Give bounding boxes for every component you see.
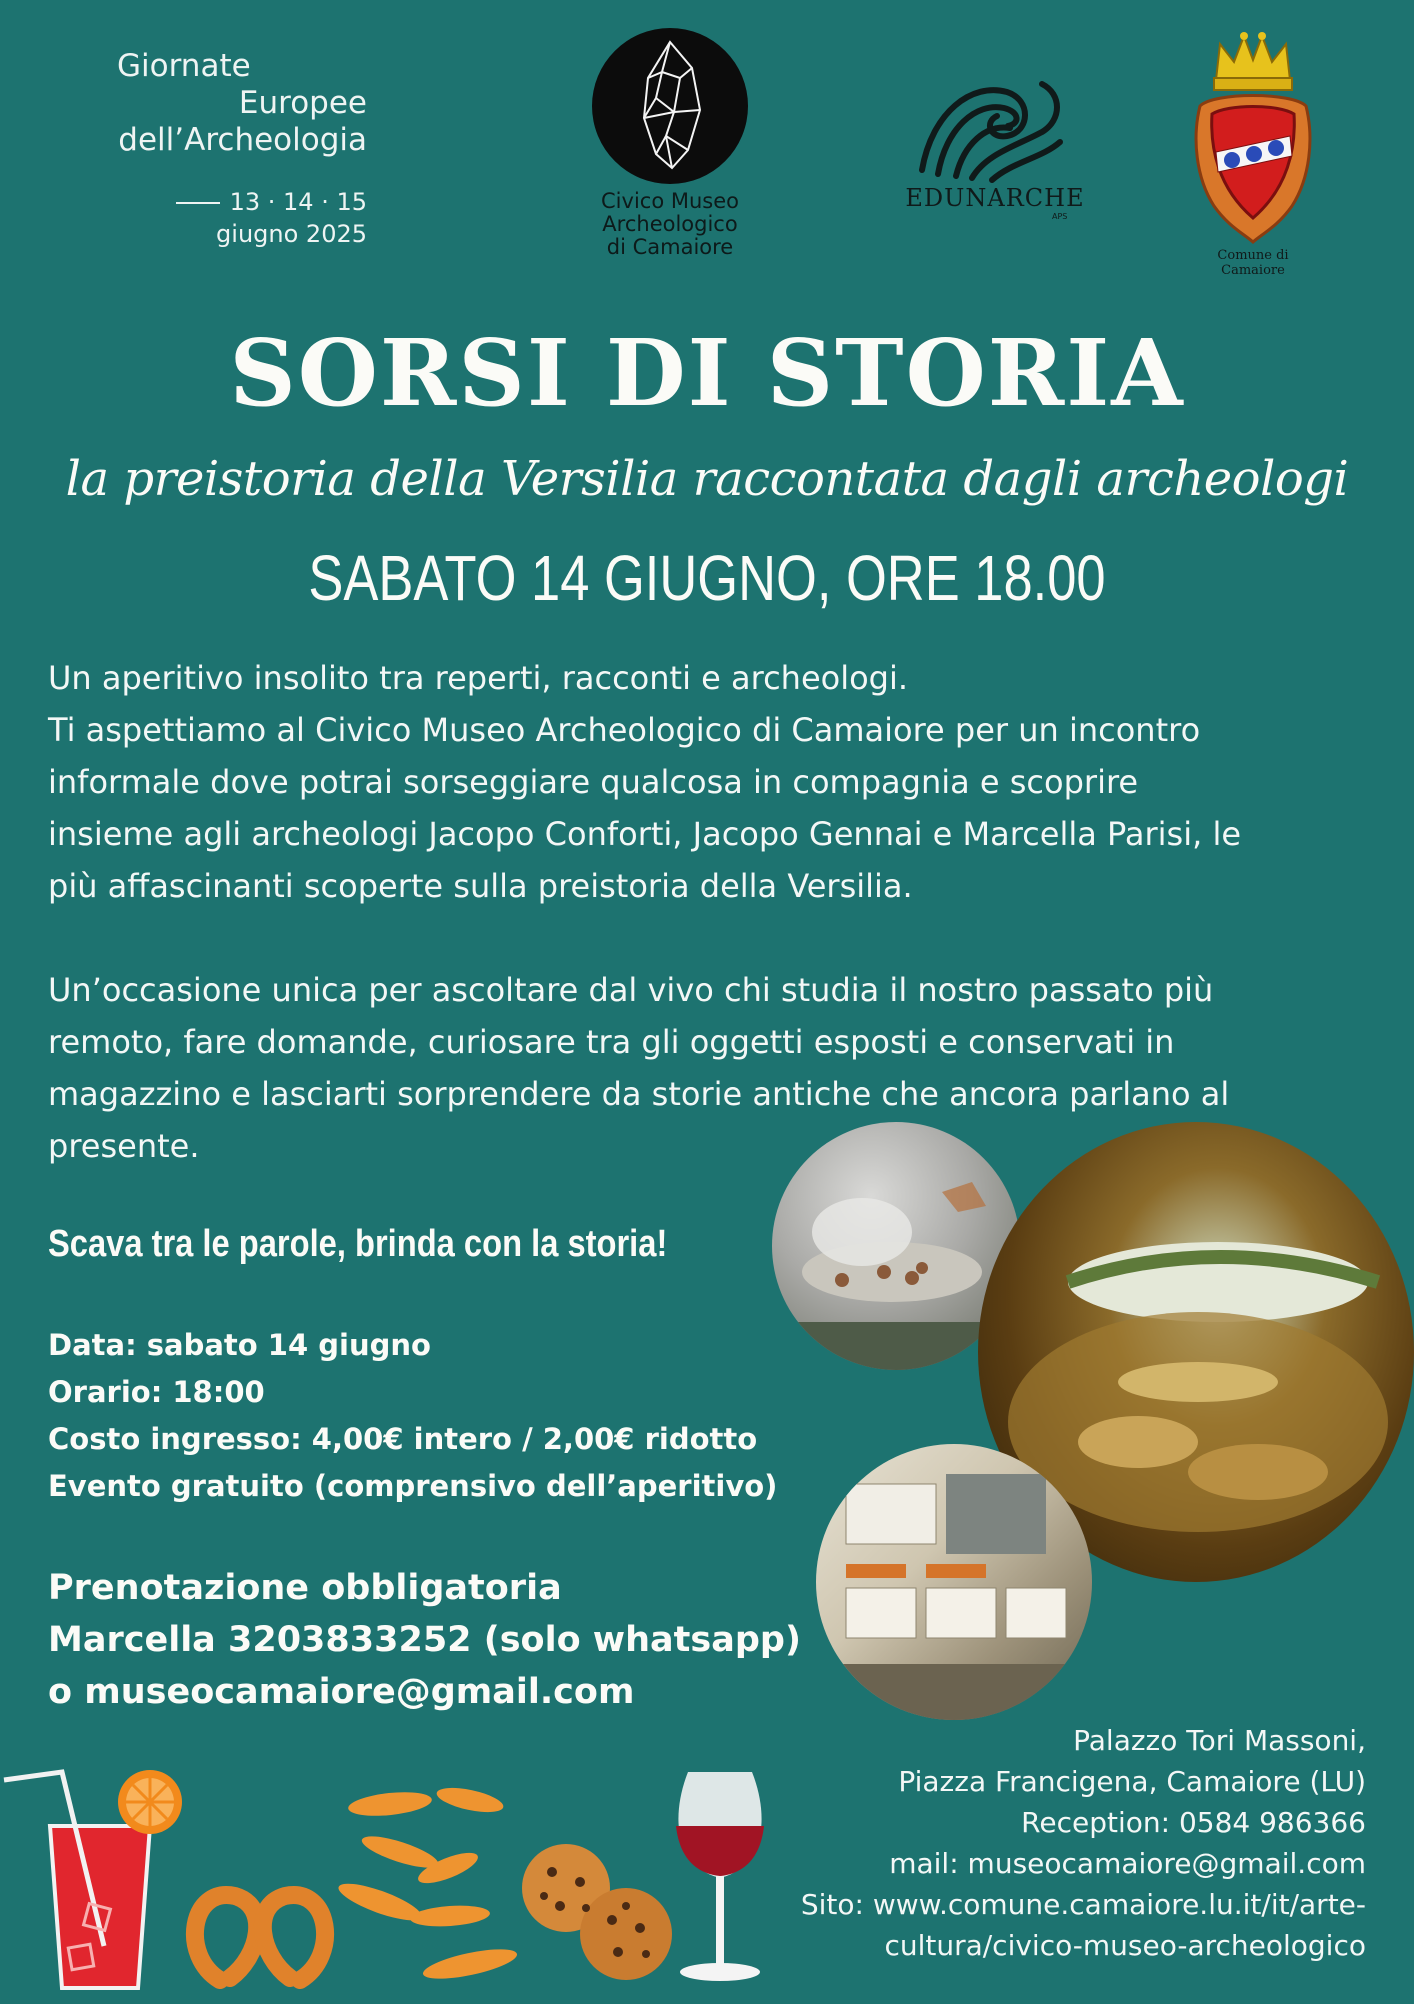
event-details <box>48 1322 777 1510</box>
booking-phone: Marcella 3203833252 (solo whatsapp) <box>48 1620 801 1660</box>
tagline: Scava tra le parole, brinda con la storia! <box>48 1223 668 1265</box>
wine-glass-icon <box>676 1772 764 1981</box>
wave-lines-icon <box>912 62 1072 192</box>
gea-line3: dell’Archeologia <box>118 122 367 158</box>
museum-line3: di Camaiore <box>606 235 734 259</box>
gea-dash <box>176 202 220 204</box>
para2-line: magazzino e lasciarti sorprendere da storie antiche che ancora parlano al <box>48 1075 1230 1113</box>
address-site-1: Sito: www.comune.camaiore.lu.it/it/arte- <box>800 1888 1366 1921</box>
gea-dates <box>95 186 367 250</box>
comune-name: Comune di Camaiore <box>1217 248 1289 278</box>
para2-line: Un’occasione unica per ascoltare dal vivo chi studia il nostro passato più <box>48 971 1214 1009</box>
museum-line2: Archeologico <box>602 212 738 236</box>
detail-time: Orario: 18:00 <box>48 1375 265 1409</box>
edunarche-aps: APS <box>1052 212 1068 221</box>
orange-slice-icon <box>118 1770 182 1834</box>
arrowhead-icon <box>592 28 748 184</box>
intro-line: Ti aspettiamo al Civico Museo Archeologico di Camaiore per un incontro <box>48 711 1201 749</box>
booking-email: o museocamaiore@gmail.com <box>48 1672 635 1712</box>
cookie-icon <box>522 1844 672 1980</box>
intro-line: Un aperitivo insolito tra reperti, racconti e archeologi. <box>48 659 909 697</box>
gea-line2: Europee <box>238 85 367 121</box>
museum-line1: Civico Museo <box>601 189 739 213</box>
para2-line: remoto, fare domande, curiosare tra gli oggetti esposti e conservati in <box>48 1023 1175 1061</box>
gea-logo-title <box>95 48 367 159</box>
detail-free: Evento gratuito (comprensivo dell’aperitivo) <box>48 1469 778 1503</box>
gea-month: giugno 2025 <box>216 220 367 248</box>
booking-info <box>48 1562 801 1718</box>
pretzel-icon <box>195 1895 325 1980</box>
booking-required: Prenotazione obbligatoria <box>48 1568 562 1608</box>
detail-date: Data: sabato 14 giugno <box>48 1328 431 1362</box>
intro-line: più affascinanti scoperte sulla preistoria della Versilia. <box>48 867 913 905</box>
snacks-illustration <box>0 1756 800 2000</box>
event-title: SORSI DI STORIA <box>229 319 1185 427</box>
chips-icon <box>335 1783 519 1985</box>
coat-of-arms-icon <box>1188 28 1318 248</box>
address-site-2: cultura/civico-museo-archeologico <box>884 1929 1366 1962</box>
address-mail: mail: museocamaiore@gmail.com <box>889 1847 1366 1880</box>
museum-logo-text <box>560 190 780 259</box>
edunarche-name: EDUNARCHE <box>905 184 1085 212</box>
para2-line: presente. <box>48 1127 200 1165</box>
event-subtitle: la preistoria della Versilia raccontata dagli archeologi <box>65 451 1349 507</box>
detail-cost: Costo ingresso: 4,00€ intero / 2,00€ ridotto <box>48 1422 758 1456</box>
intro-paragraph <box>48 652 1388 912</box>
address-piazza: Piazza Francigena, Camaiore (LU) <box>898 1765 1366 1798</box>
gea-line1: Giornate <box>117 48 251 84</box>
intro-line: insieme agli archeologi Jacopo Conforti, Jacopo Gennai e Marcella Parisi, le <box>48 815 1242 853</box>
museum-display-photo <box>816 1444 1092 1720</box>
event-date-line: SABATO 14 GIUGNO, ORE 18.00 <box>308 542 1106 614</box>
intro-line: informale dove potrai sorseggiare qualcosa in compagnia e scoprire <box>48 763 1139 801</box>
gea-days: 13 · 14 · 15 <box>229 188 367 216</box>
address-reception: Reception: 0584 986366 <box>1021 1806 1366 1839</box>
address-palazzo: Palazzo Tori Massoni, <box>1073 1724 1366 1757</box>
